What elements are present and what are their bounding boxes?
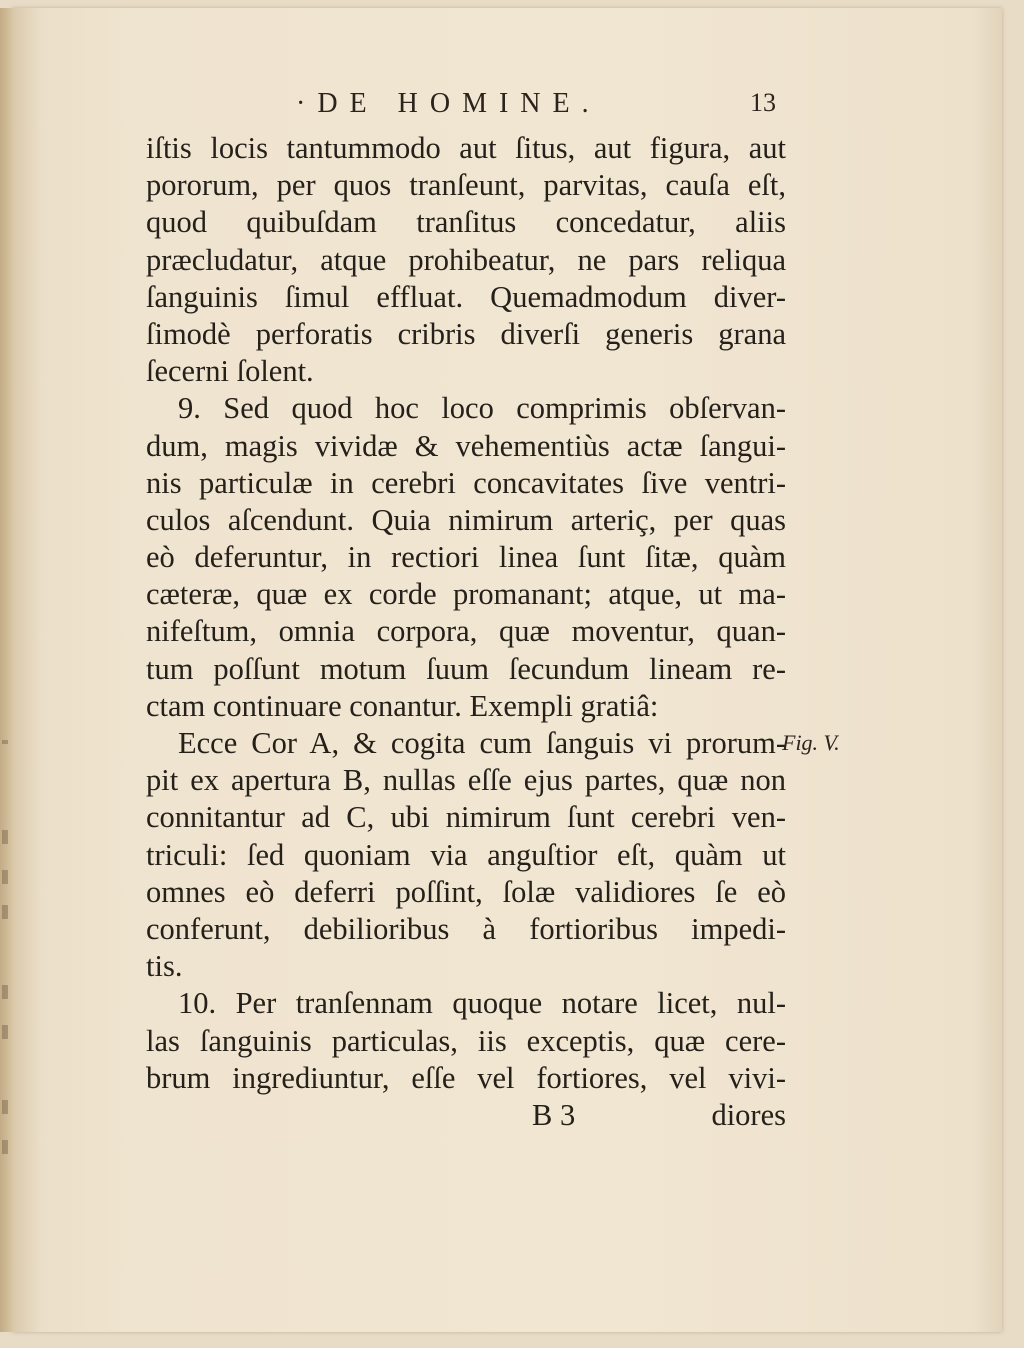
text-line: culos aſcendunt. Quia nimirum arteriç, per quas <box>146 502 786 537</box>
bleed-through-mark <box>2 1100 8 1114</box>
text-line: tum poſſunt motum ſuum ſecundum lineam re- <box>146 651 786 686</box>
text-line: nis particulæ in cerebri concavitates ſive ventri- <box>146 465 786 500</box>
text-line: ſanguinis ſimul effluat. Quemadmodum diver- <box>146 279 786 314</box>
bleed-through-mark <box>2 1025 8 1039</box>
text-line: ctam continuare conantur. Exempli gratiâ: <box>146 688 659 723</box>
bleed-through-mark <box>2 870 8 884</box>
text-line: pororum, per quos tranſeunt, parvitas, cauſa eſt, <box>146 168 786 203</box>
text-line: pit ex apertura B, nullas eſſe ejus partes, quæ non <box>146 763 786 798</box>
text-line: eò deferuntur, in rectiori linea ſunt ſitæ, quàm <box>146 540 786 575</box>
bleed-through-mark <box>2 1140 8 1154</box>
text-line: omnes eò deferri poſſint, ſolæ validiores ſe eò <box>146 874 786 909</box>
text-line: brum ingrediuntur, eſſe vel fortiores, vel vivi- <box>146 1060 786 1095</box>
text-line: ſecerni ſolent. <box>146 354 314 389</box>
body-text <box>146 130 786 1097</box>
catchword: diores <box>711 1098 786 1132</box>
signature-mark: B 3 <box>532 1098 576 1132</box>
bleed-through-mark <box>2 985 8 999</box>
text-line: quod quibuſdam tranſitus concedatur, aliis <box>146 205 786 240</box>
paragraph-10-start: 10. Per tranſennam quoque notare licet, nul- <box>178 986 786 1021</box>
running-head: ·DE HOMINE. <box>296 88 601 119</box>
page-header <box>296 88 776 124</box>
text-line: cæteræ, quæ ex corde promanant; atque, ut ma- <box>146 577 786 612</box>
paragraph-9-start: 9. Sed quod hoc loco comprimis obſervan- <box>178 391 786 426</box>
text-line: las ſanguinis particulas, iis exceptis, quæ cere- <box>146 1023 786 1058</box>
paragraph-ecce-start: Ecce Cor A, & cogita cum ſanguis vi prorum- <box>178 726 786 760</box>
bleed-through-mark <box>2 830 8 844</box>
page-number: 13 <box>750 88 776 117</box>
page-footer <box>146 1098 786 1138</box>
text-line: tis. <box>146 949 183 984</box>
text-line: nifeſtum, omnia corpora, quæ moventur, quan- <box>146 614 786 649</box>
page-gutter <box>0 8 14 1332</box>
bleed-through-mark <box>2 740 8 744</box>
text-line: iſtis locis tantummodo aut ſitus, aut figura, aut <box>146 131 786 165</box>
figure-margin-note: Fig. V. <box>782 730 840 755</box>
text-line: connitantur ad C, ubi nimirum ſunt cerebri ven- <box>146 800 786 835</box>
bleed-through-mark <box>2 905 8 919</box>
text-line: ſimodè perforatis cribris diverſi generis grana <box>146 316 786 351</box>
text-line: dum, magis vividæ & vehementiùs actæ ſangui- <box>146 428 786 463</box>
text-line: triculi: ſed quoniam via anguſtior eſt, quàm ut <box>146 837 786 872</box>
text-line: conferunt, debilioribus à fortioribus impedi- <box>146 911 786 946</box>
text-line: præcludatur, atque prohibeatur, ne pars reliqua <box>146 242 786 277</box>
